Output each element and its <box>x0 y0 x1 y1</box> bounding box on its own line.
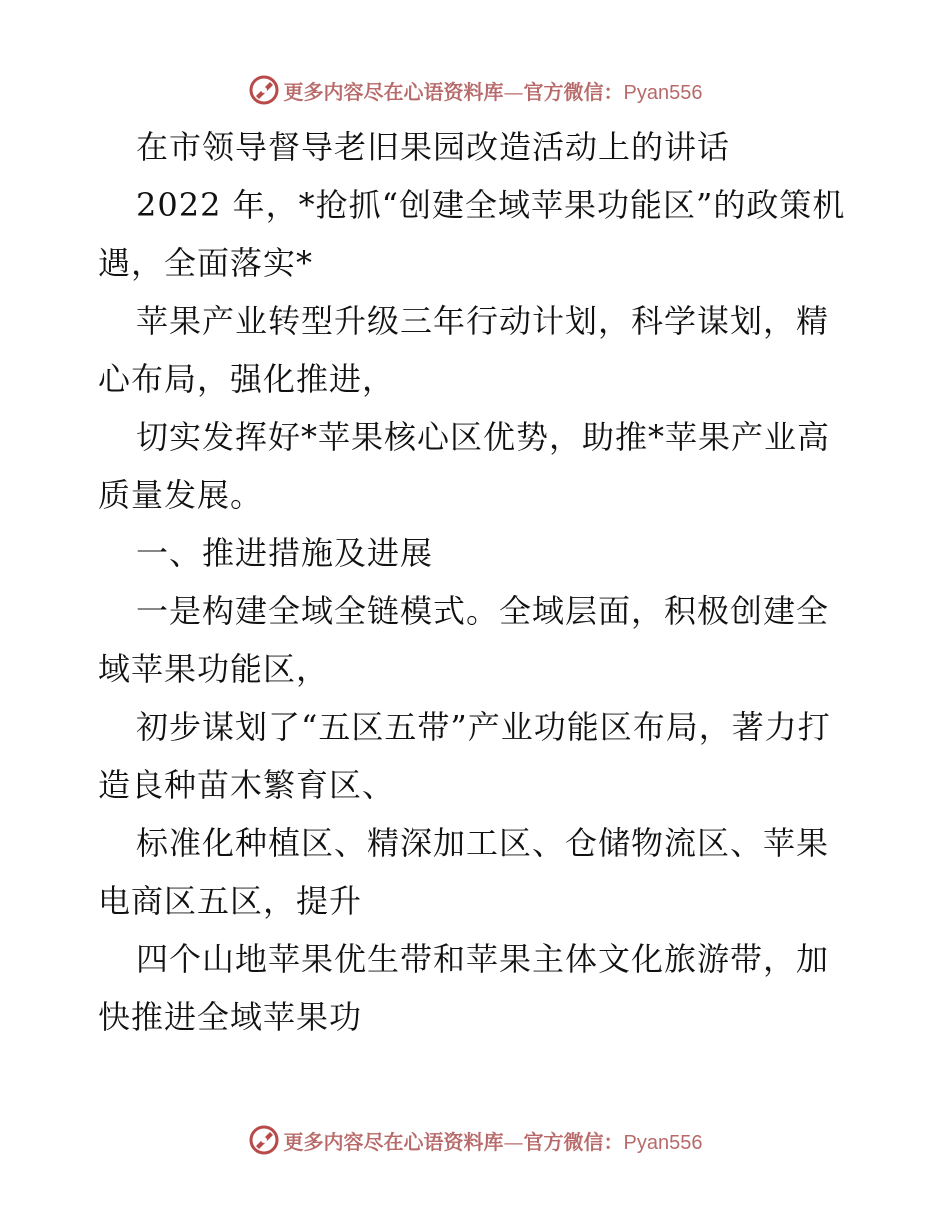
paragraph: 苹果产业转型升级三年行动计划，科学谋划，精心布局，强化推进， <box>98 302 830 398</box>
logo-icon <box>248 1124 280 1156</box>
banner-contact-id: Pyan556 <box>623 1131 703 1154</box>
banner-contact-id: Pyan556 <box>623 81 703 104</box>
paragraph: 一是构建全域全链模式。全域层面，积极创建全域苹果功能区， <box>98 592 830 688</box>
document-body <box>98 118 858 1046</box>
document-title: 在市领导督导老旧果园改造活动上的讲话 <box>136 128 731 166</box>
header-banner <box>0 70 950 110</box>
paragraph: 标准化种植区、精深加工区、仓储物流区、苹果电商区五区，提升 <box>98 824 830 920</box>
banner-separator: — <box>503 79 524 104</box>
paragraph: 初步谋划了“五区五带”产业功能区布局，著力打造良种苗木繁育区、 <box>98 708 831 804</box>
banner-contact-text: 官方微信： <box>523 79 624 104</box>
banner-site-text: 更多内容尽在心语资料库 <box>283 79 504 104</box>
footer-banner-text <box>284 1126 703 1155</box>
paragraph: 2022 年，*抢抓“创建全域苹果功能区”的政策机遇，全面落实* <box>98 186 846 282</box>
banner-separator: — <box>503 1129 524 1154</box>
banner-contact-text: 官方微信： <box>523 1129 624 1154</box>
banner-site-text: 更多内容尽在心语资料库 <box>283 1129 504 1154</box>
header-banner-text <box>284 76 703 105</box>
paragraph: 切实发挥好*苹果核心区优势，助推*苹果产业高质量发展。 <box>98 418 831 514</box>
logo-icon <box>248 74 280 106</box>
section-heading: 一、推进措施及进展 <box>136 534 434 572</box>
footer-banner <box>0 1120 950 1160</box>
paragraph: 四个山地苹果优生带和苹果主体文化旅游带，加快推进全域苹果功 <box>98 940 830 1036</box>
